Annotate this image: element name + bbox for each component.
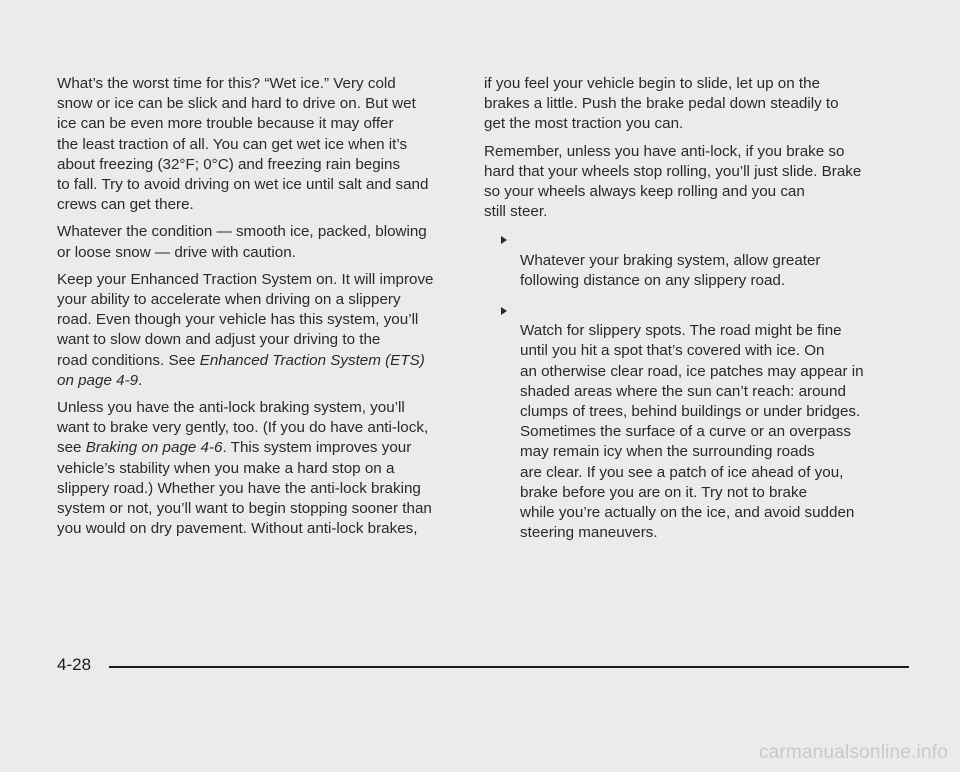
cross-reference-braking: Braking on page 4-6 <box>85 439 223 457</box>
list-item <box>484 301 908 543</box>
list-item-text: Whatever your braking system, allow greater following distance on any slippery road. <box>520 251 821 289</box>
left-column <box>57 74 459 546</box>
footer-divider <box>109 666 909 668</box>
paragraph-wet-ice: What’s the worst time for this? “Wet ice.” Very cold snow or ice can be slick and hard to drive on. But wet ice can be even more trouble because it may offer the least traction of all. You can get wet ice when it’s about freezing (32°F; 0°C) and freezing rain begins to fall. Try to avoid driving on wet ice until salt and sand crews can get there. <box>57 75 429 214</box>
paragraph-text: . This system improves your vehicle’s stability when you make a hard stop on a slippery road.) Whether you have the anti-lock braking system or not, you’ll want to begin stopping sooner than you would on dry pavement. Without anti-lock brakes, <box>57 439 432 538</box>
paragraph-traction-system <box>57 270 459 391</box>
watermark: carmanualsonline.info <box>758 742 948 763</box>
paragraph-drive-with-caution: Whatever the condition — smooth ice, packed, blowing or loose snow — drive with caution. <box>57 223 427 261</box>
bullet-list <box>484 230 908 543</box>
paragraph-let-up-brakes: if you feel your vehicle begin to slide, let up on the brakes a little. Push the brake pedal down steadily to get the most traction you can. <box>484 75 839 133</box>
paragraph-text: Unless you have the anti-lock braking system, you’ll want to brake very gently, too. (If you do have anti-lock, see <box>57 399 429 457</box>
cross-reference-ets: Enhanced Traction System (ETS) on page 4-9 <box>57 351 425 389</box>
bullet-triangle-icon <box>501 307 507 315</box>
list-item <box>484 230 908 291</box>
paragraph-text: Keep your Enhanced Traction System on. It will improve your ability to accelerate when driving on a slippery road. Even though your vehicle has this system, you’ll want to slow down and adjust your driving to the road conditions. See <box>57 270 434 369</box>
bullet-triangle-icon <box>501 236 507 244</box>
page-footer <box>57 655 909 679</box>
paragraph-text: . <box>138 371 143 389</box>
list-item-text: Watch for slippery spots. The road might be fine until you hit a spot that’s covered with ice. On an otherwise clear road, ice patches may appear in shaded areas where the sun can’t reach: around clumps of trees, behind buildings or under bridges. Sometimes the surface of a curve or an overpass may remain icy when the surrounding roads are clear. If you see a patch of ice ahead of you, brake before you are on it. Try not to brake while you’re actually on the ice, and avoid sudden steering maneuvers. <box>520 322 864 542</box>
right-column <box>484 74 908 553</box>
paragraph-anti-lock <box>57 398 459 539</box>
page-number: 4-28 <box>57 655 92 674</box>
paragraph-remember: Remember, unless you have anti-lock, if you brake so hard that your wheels stop rolling, you’ll just slide. Brake so your wheels always keep rolling and you can still steer. <box>484 142 862 221</box>
